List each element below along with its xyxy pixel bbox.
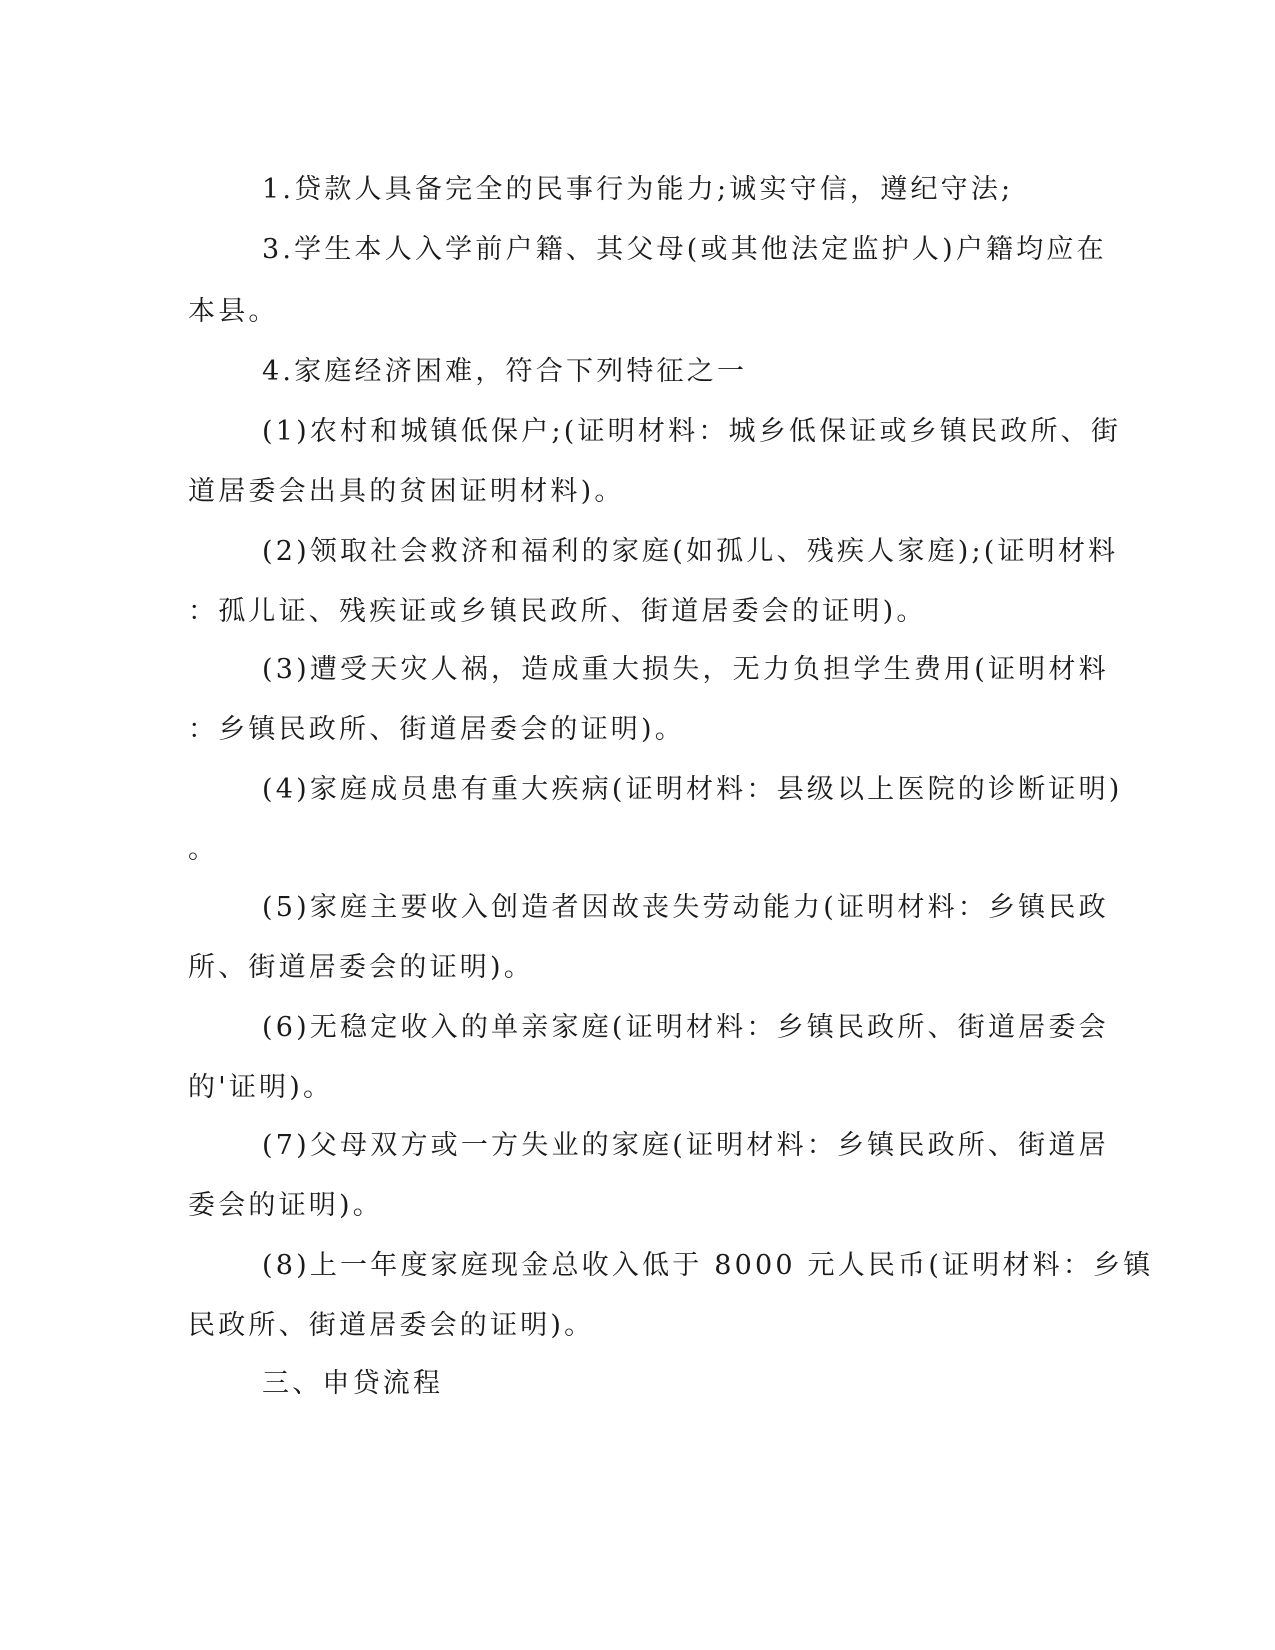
list-item-2-cont: ：孤儿证、残疾证或乡镇民政所、街道居委会的证明)。 (188, 596, 927, 627)
list-item-5: (5)家庭主要收入创造者因故丧失劳动能力(证明材料：乡镇民政 (262, 892, 1109, 923)
section-heading-loan-process: 三、申贷流程 (262, 1368, 444, 1399)
list-item-1: (1)农村和城镇低保户;(证明材料：城乡低保证或乡镇民政所、街 (262, 416, 1122, 447)
list-item-8: (8)上一年度家庭现金总收入低于 8000 元人民币(证明材料：乡镇 (262, 1250, 1154, 1281)
list-item-6: (6)无稳定收入的单亲家庭(证明材料：乡镇民政所、街道居委会 (262, 1012, 1109, 1043)
paragraph-requirement-1: 1.贷款人具备完全的民事行为能力;诚实守信，遵纪守法; (262, 174, 1014, 205)
list-item-8-cont: 民政所、街道居委会的证明)。 (188, 1310, 595, 1341)
paragraph-requirement-3-cont: 本县。 (188, 296, 279, 327)
list-item-3: (3)遭受天灾人祸，造成重大损失，无力负担学生费用(证明材料 (262, 654, 1109, 685)
list-item-5-cont: 所、街道居委会的证明)。 (188, 952, 534, 983)
list-item-7-cont: 委会的证明)。 (188, 1190, 383, 1221)
list-item-7: (7)父母双方或一方失业的家庭(证明材料：乡镇民政所、街道居 (262, 1130, 1109, 1161)
list-item-4: (4)家庭成员患有重大疾病(证明材料：县级以上医院的诊断证明) (262, 774, 1123, 805)
list-item-3-cont: ：乡镇民政所、街道居委会的证明)。 (188, 714, 685, 745)
paragraph-requirement-3: 3.学生本人入学前户籍、其父母(或其他法定监护人)户籍均应在 (262, 234, 1107, 265)
list-item-6-cont: 的'证明)。 (188, 1072, 334, 1103)
list-item-1-cont: 道居委会出具的贫困证明材料)。 (188, 476, 625, 507)
paragraph-requirement-4: 4.家庭经济困难，符合下列特征之一 (262, 356, 748, 387)
list-item-2: (2)领取社会救济和福利的家庭(如孤儿、残疾人家庭);(证明材料 (262, 536, 1119, 567)
list-item-4-cont: 。 (188, 834, 219, 865)
